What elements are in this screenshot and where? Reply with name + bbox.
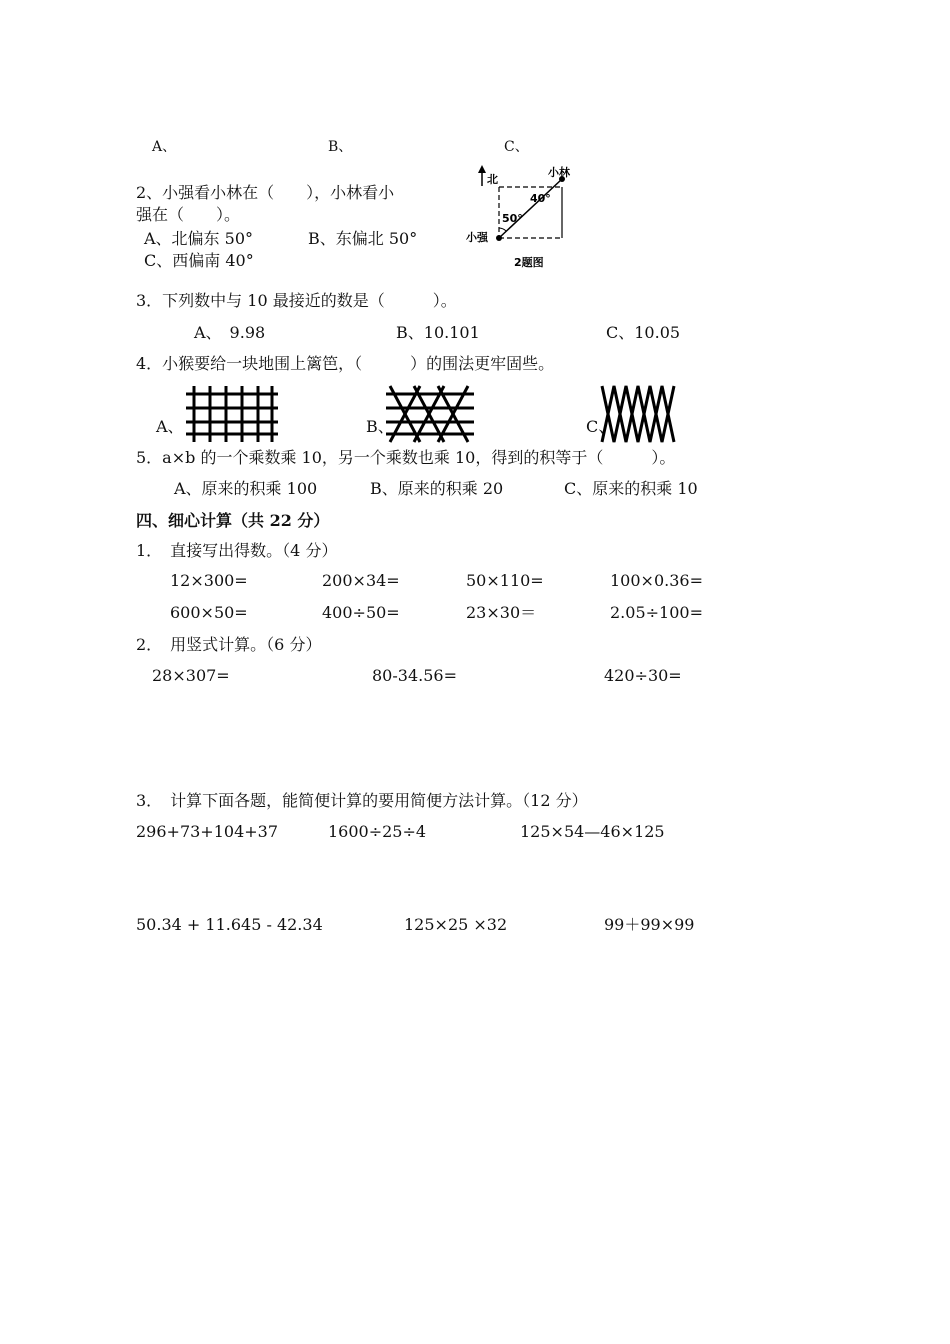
xiaoqiang-label: 小强 (466, 231, 488, 244)
section4-title: 四、细心计算（共 22 分） (136, 511, 330, 530)
calc-item: 200×34= (322, 571, 400, 590)
q3-question: 3．下列数中与 10 最接近的数是（ ）。 (136, 291, 457, 310)
q5-question: 5．a×b 的一个乘数乘 10，另一个乘数也乘 10，得到的积等于（ ）。 (136, 448, 676, 467)
q1-option-c: C、 (504, 139, 529, 155)
calc-item: 23×30＝ (466, 603, 537, 622)
vertical-calc-item: 420÷30= (604, 666, 682, 685)
q5-option-c: C、原来的积乘 10 (564, 479, 698, 498)
figure-caption: 2题图 (514, 256, 544, 269)
q2-question-line1: 2、小强看小林在（ ），小林看小 (136, 183, 395, 202)
q1-option-a: A、 (152, 139, 177, 155)
fence-c-lattice (600, 384, 680, 444)
q3-option-b: B、10.101 (396, 323, 480, 342)
q5-option-a: A、原来的积乘 100 (174, 479, 318, 498)
calc-item: 600×50= (170, 603, 248, 622)
q4-option-c: C、 (586, 417, 615, 436)
calc-item: 12×300= (170, 571, 248, 590)
q4-option-a: A、 (156, 417, 184, 436)
north-label: 北 (487, 173, 498, 186)
q2-option-b: B、东偏北 50° (308, 229, 418, 248)
angle-40-label: 40° (530, 192, 551, 205)
angle-50-label: 50° (502, 212, 523, 225)
part2-title: 2． 用竖式计算。（6 分） (136, 635, 322, 654)
q2-direction-figure (462, 162, 582, 272)
part3-title: 3． 计算下面各题，能简便计算的要用简便方法计算。（12 分） (136, 791, 588, 810)
calc-item: 2.05÷100= (610, 603, 703, 622)
vertical-calc-item: 28×307= (152, 666, 230, 685)
q4-option-b: B、 (366, 417, 394, 436)
vertical-calc-item: 80-34.56= (372, 666, 457, 685)
simplify-item: 99＋99×99 (604, 915, 695, 934)
calc-item: 100×0.36= (610, 571, 703, 590)
fence-a-grid (186, 384, 282, 444)
simplify-item: 125×54—46×125 (520, 822, 665, 841)
simplify-item: 1600÷25÷4 (328, 822, 427, 841)
simplify-item: 125×25 ×32 (404, 915, 508, 934)
q2-question-line2: 强在（ ）。 (136, 205, 241, 224)
q5-option-b: B、原来的积乘 20 (370, 479, 504, 498)
part1-title: 1． 直接写出得数。（4 分） (136, 541, 338, 560)
q2-option-c: C、西偏南 40° (144, 251, 254, 270)
q2-option-a: A、北偏东 50° (144, 229, 254, 248)
calc-item: 50×110= (466, 571, 544, 590)
q4-question: 4．小猴要给一块地围上篱笆，（ ）的围法更牢固些。 (136, 354, 555, 373)
q1-option-b: B、 (328, 139, 353, 155)
simplify-item: 50.34 + 11.645 - 42.34 (136, 915, 323, 934)
q3-option-c: C、10.05 (606, 323, 681, 342)
xiaolin-label: 小林 (548, 166, 570, 179)
q3-option-a: A、 9.98 (194, 323, 266, 342)
fence-b-cross (384, 384, 476, 444)
calc-item: 400÷50= (322, 603, 400, 622)
simplify-item: 296+73+104+37 (136, 822, 279, 841)
